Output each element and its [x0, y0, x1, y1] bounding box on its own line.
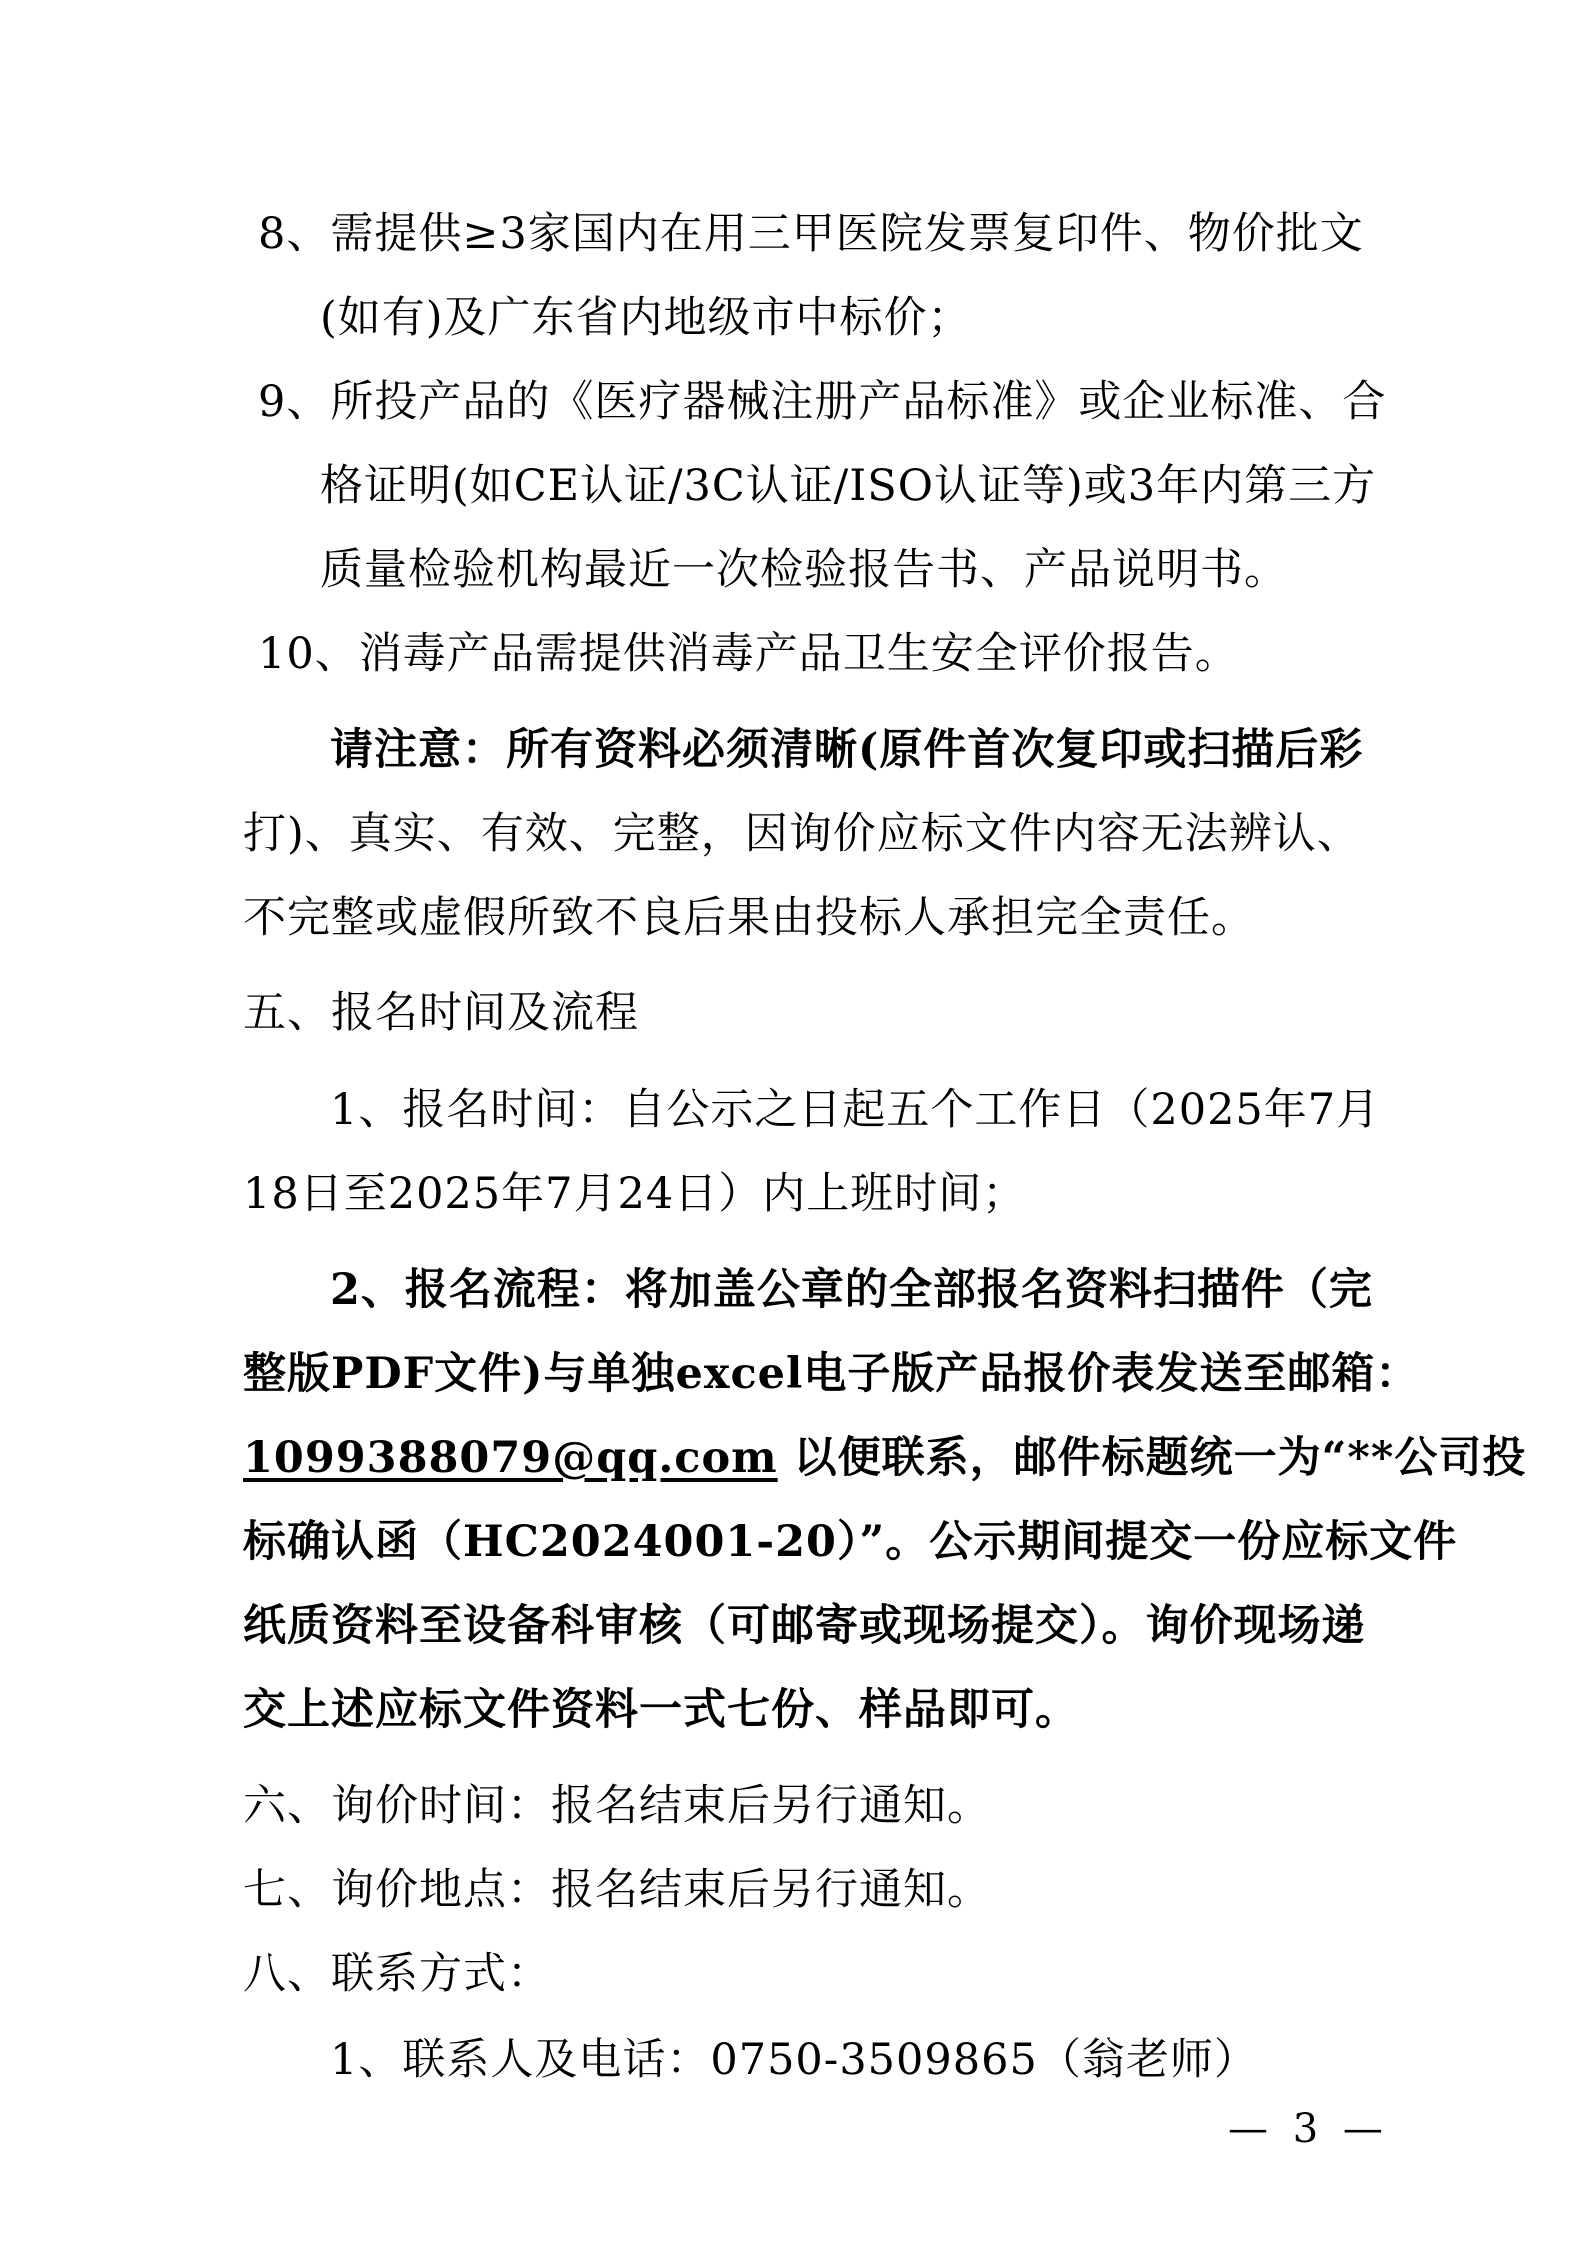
item-8-line-2: (如有)及广东省内地级市中标价； [320, 293, 972, 343]
registration-process-line-1: 2、报名流程：将加盖公章的全部报名资料扫描件（完 [330, 1265, 1373, 1315]
item-10: 10、消毒产品需提供消毒产品卫生安全评价报告。 [258, 629, 1239, 679]
registration-time-line-2: 18日至2025年7月24日）内上班时间； [243, 1169, 1027, 1219]
email-title-text: 以便联系，邮件标题统一为“**公司投 [777, 1433, 1527, 1483]
registration-process-line-5: 纸质资料至设备科审核（可邮寄或现场提交）。询价现场递 [243, 1601, 1366, 1651]
section-8-heading: 八、联系方式： [243, 1949, 551, 1999]
item-9-line-3: 质量检验机构最近一次检验报告书、产品说明书。 [320, 545, 1288, 595]
item-8-line-1: 8、需提供≥3家国内在用三甲医院发票复印件、物价批文 [258, 209, 1364, 259]
notice-line-2: 打)、真实、有效、完整，因询价应标文件内容无法辨认、 [243, 809, 1361, 859]
registration-process-line-3 [243, 1430, 1526, 1486]
registration-process-line-4: 标确认函（HC2024001-20）”。公示期间提交一份应标文件 [243, 1517, 1458, 1567]
page-number: — 3 — [1228, 2106, 1389, 2152]
section-7: 七、询价地点：报名结束后另行通知。 [243, 1865, 991, 1915]
registration-process-line-6: 交上述应标文件资料一式七份、样品即可。 [243, 1685, 1079, 1735]
registration-process-line-2: 整版PDF文件)与单独excel电子版产品报价表发送至邮箱： [243, 1349, 1420, 1399]
item-9-line-2: 格证明(如CE认证/3C认证/ISO认证等)或3年内第三方 [320, 461, 1377, 511]
notice-line-1: 请注意：所有资料必须清晰(原件首次复印或扫描后彩 [330, 725, 1364, 775]
section-6: 六、询价时间：报名结束后另行通知。 [243, 1781, 991, 1831]
contact-line: 1、联系人及电话：0750-3509865（翁老师） [330, 2035, 1258, 2085]
notice-line-3: 不完整或虚假所致不良后果由投标人承担完全责任。 [243, 893, 1255, 943]
registration-time-line-1: 1、报名时间：自公示之日起五个工作日（2025年7月 [330, 1085, 1381, 1135]
item-9-line-1: 9、所投产品的《医疗器械注册产品标准》或企业标准、合 [258, 377, 1387, 427]
email-link[interactable]: 1099388079@qq.com [243, 1433, 778, 1483]
section-5-heading: 五、报名时间及流程 [243, 988, 639, 1038]
